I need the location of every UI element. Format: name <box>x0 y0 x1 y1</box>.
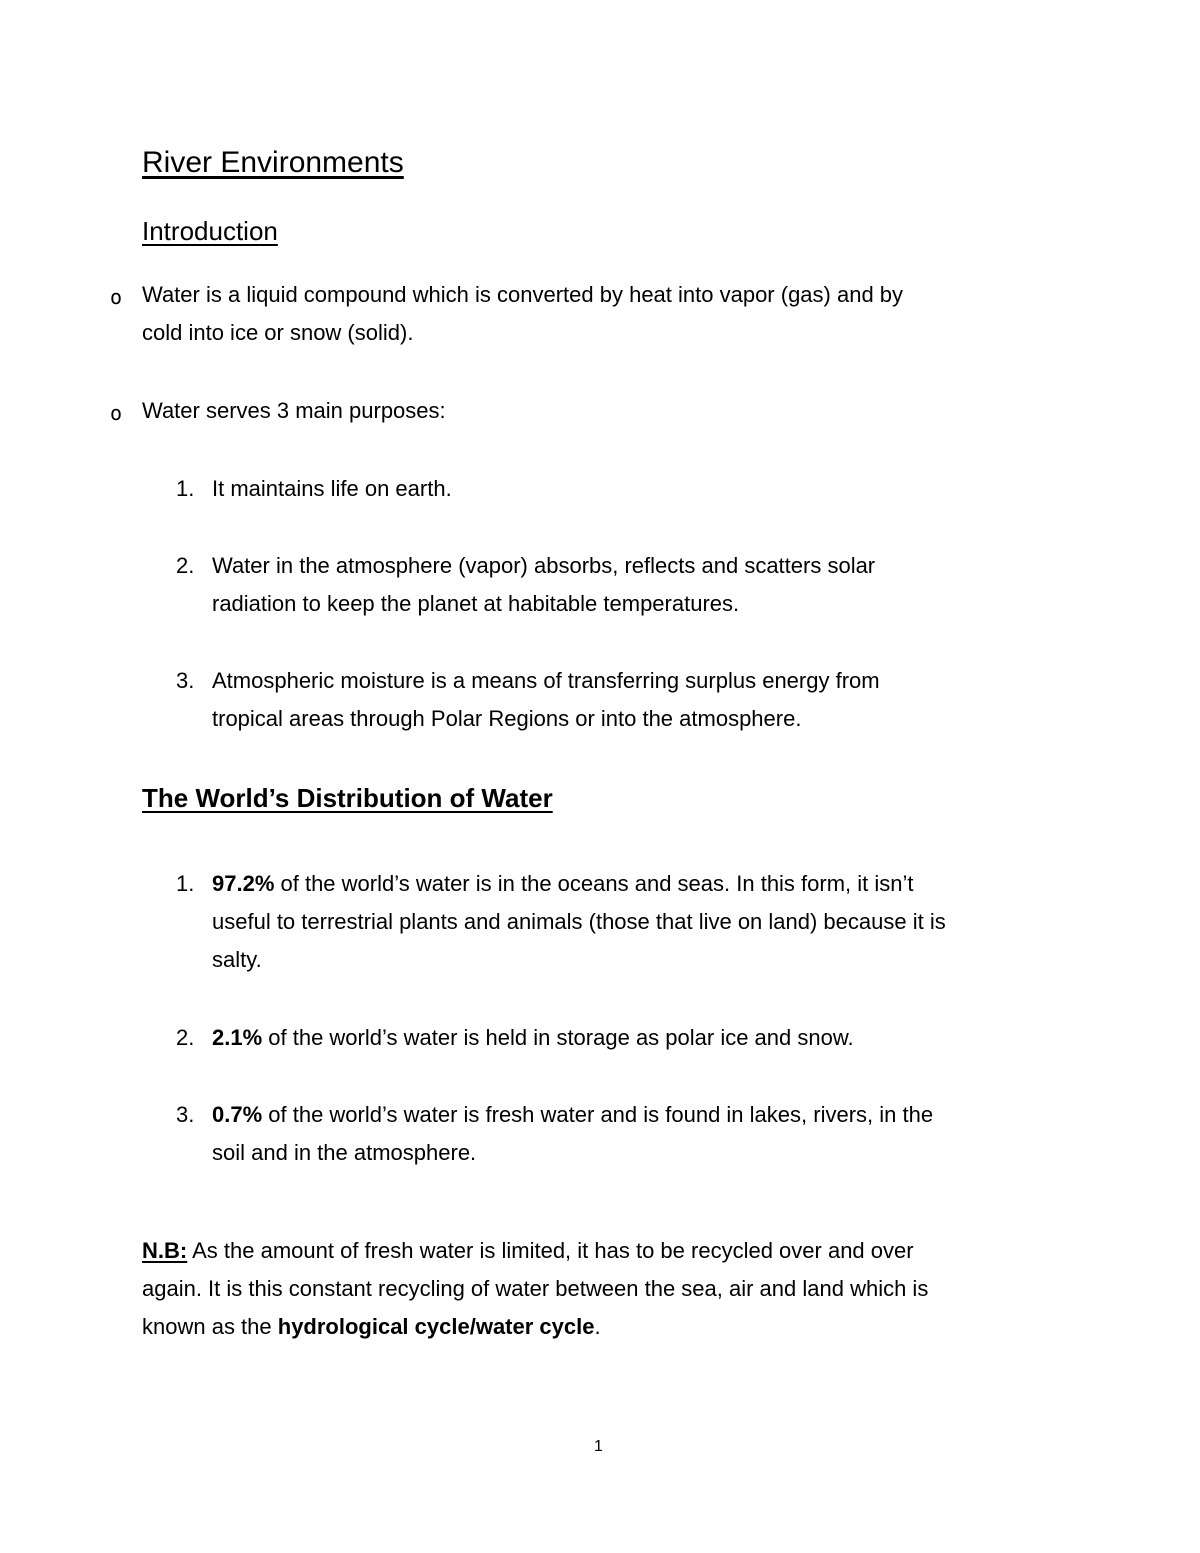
distribution-1-percent: 97.2% <box>212 871 275 896</box>
intro-heading: Introduction <box>142 216 278 246</box>
list-number: 2. <box>176 553 195 578</box>
list-number: 3. <box>176 1102 195 1127</box>
distribution-heading: The World’s Distribution of Water <box>142 783 553 813</box>
list-number: 3. <box>176 668 195 693</box>
note-line-1 <box>142 1232 914 1270</box>
distribution-3-percent: 0.7% <box>212 1102 263 1127</box>
bullet-marker: o <box>110 285 123 309</box>
list-number: 1. <box>176 476 195 501</box>
distribution-2-text: of the world’s water is held in storage as polar ice and snow. <box>262 1025 854 1050</box>
intro-bullet-1-line-1: Water is a liquid compound which is converted by heat into vapor (gas) and by <box>142 282 904 307</box>
distribution-1-line-2: useful to terrestrial plants and animals (those that live on land) because it is <box>212 909 946 934</box>
page-title: River Environments <box>142 146 404 179</box>
note-bold-term: hydrological cycle/water cycle <box>277 1314 595 1339</box>
purpose-3-line-1: Atmospheric moisture is a means of transferring surplus energy from <box>212 668 880 693</box>
list-number: 2. <box>176 1025 195 1050</box>
purpose-3-line-2: tropical areas through Polar Regions or into the atmosphere. <box>212 706 802 731</box>
note-text-1: As the amount of fresh water is limited, it has to be recycled over and over <box>187 1238 914 1263</box>
purpose-1-line-1: It maintains life on earth. <box>212 476 452 501</box>
note-text-3-prefix: known as the <box>142 1314 278 1339</box>
note-line-2: again. It is this constant recycling of water between the sea, air and land which is <box>142 1276 929 1301</box>
purpose-2-line-2: radiation to keep the planet at habitable temperatures. <box>212 591 740 616</box>
list-number: 1. <box>176 871 195 896</box>
intro-bullet-1-line-2: cold into ice or snow (solid). <box>142 320 414 345</box>
intro-bullet-2-line-1: Water serves 3 main purposes: <box>142 398 446 423</box>
distribution-1-line-1 <box>212 865 914 903</box>
distribution-3-text: of the world’s water is fresh water and is found in lakes, rivers, in the <box>262 1102 934 1127</box>
distribution-2-line-1 <box>212 1019 854 1057</box>
note-line-3 <box>142 1308 601 1346</box>
note-label: N.B: <box>142 1238 188 1263</box>
distribution-3-line-1 <box>212 1096 933 1134</box>
note-text-3-suffix: . <box>594 1314 601 1339</box>
bullet-marker: o <box>110 401 123 425</box>
distribution-1-line-3: salty. <box>212 947 262 972</box>
distribution-3-line-2: soil and in the atmosphere. <box>212 1140 477 1165</box>
distribution-1-text: of the world’s water is in the oceans and seas. In this form, it isn’t <box>274 871 914 896</box>
purpose-2-line-1: Water in the atmosphere (vapor) absorbs, reflects and scatters solar <box>212 553 876 578</box>
distribution-2-percent: 2.1% <box>212 1025 263 1050</box>
page-number: 1 <box>594 1438 603 1455</box>
